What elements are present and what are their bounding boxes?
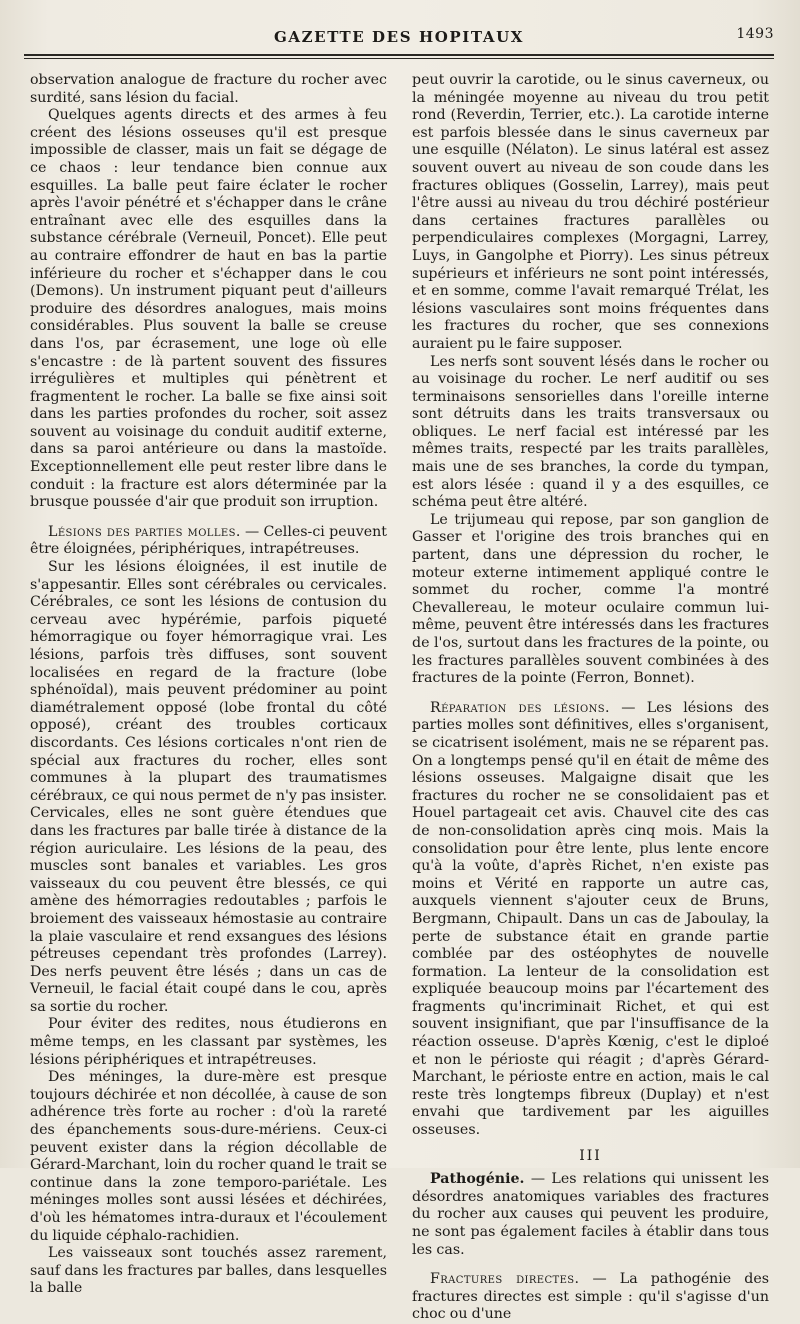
section-paragraph (412, 1271, 769, 1324)
paragraph: Sur les lésions éloignées, il est inutile de s'appesantir. Elles sont cérébrales ou cervicales. Cérébrales, ce sont les lésions de contusion du cerveau avec hypérémie, parfois piqueté hémorragique ou foyer hémorragique vrai. Les lésions, parfois très diffuses, sont souvent localisées en regard de la fracture (lobe sphénoïdal), mais peuvent prédominer au point diamétralement opposé (lobe frontal du côté opposé), créant des troubles corticaux discordants. Ces lésions corticales n'ont rien de spécial aux fractures du rocher, elles sont communes à la plupart des traumatismes cérébraux, ce qui nous permet de n'y pas insister. Cervicales, elles ne sont guère étendues que dans les fractures par balle tirée à distance de la région auriculaire. Les lésions de la peau, des muscles sont banales et variables. Les gros vaisseaux du cou peuvent être blessés, ce qui amène des hémorragies redoutables ; parfois le broiement des vaisseaux hémostasie au contraire la plaie vasculaire et rend exsangues des lésions pétreuses cependant très profondes (Larrey). Des nerfs peuvent être lésés ; dans un cas de Verneuil, le facial était coupé dans le cou, après sa sortie du rocher. (30, 559, 387, 1015)
left-column (30, 72, 387, 1298)
header-rule-thin (24, 58, 774, 59)
header-rule-thick (24, 54, 774, 56)
paragraph: Quelques agents directs et des armes à feu créent des lésions osseuses qu'il est presque impossible de classer, mais un fait se dégage de ce chaos : leur tendance bien connue aux esquilles. La balle peut faire éclater le rocher après l'avoir pénétré et s'échapper dans le crâne entraînant avec elle des esquilles dans la substance cérébrale (Verneuil, Poncet). Elle peut au contraire effondrer de haut en bas la partie inférieure du rocher et s'échapper dans le cou (Demons). Un instrument piquant peut d'ailleurs produire des désordres analogues, mais moins considérables. Plus souvent la balle se creuse dans l'os, par écrasement, une loge où elle s'encastre : de là partent souvent des fissures irrégulières et multiples qui pénètrent et fragmentent le rocher. La balle se fixe ainsi soit dans les parties profondes du rocher, soit assez souvent au voisinage du conduit auditif externe, dans sa paroi antérieure ou dans la mastoïde. Exceptionnellement elle peut rester libre dans le conduit : la fracture est alors déterminée par la brusque poussée d'air que produit son irruption. (30, 107, 387, 511)
section-heading: Lésions des parties molles. (48, 523, 241, 540)
section-text: — Les relations qui unissent les désordres anatomiques variables des fractures du rocher aux causes qui peuvent les produire, ne sont pas également faciles à établir dans tous les cas. (412, 1171, 769, 1258)
section-heading: Pathogénie. (430, 1171, 525, 1188)
section-paragraph (412, 1171, 769, 1259)
paragraph: Les vaisseaux sont touchés assez rarement, sauf dans les fractures par balles, dans lesquelles la balle (30, 1245, 387, 1297)
paragraph: Les nerfs sont souvent lésés dans le rocher ou au voisinage du rocher. Le nerf auditif ou ses terminaisons sensorielles dans l'oreille interne sont détruits dans les traits transversaux ou obliques. Le nerf facial est intéressé par les mêmes traits, respecté par les traits parallèles, mais une de ses branches, la corde du tympan, est alors lésée : quand il y a des esquilles, ce schéma peut être altéré. (412, 353, 769, 511)
section-text: — Celles-ci peuvent être éloignées, périphériques, intrapétreuses. (30, 523, 387, 558)
paragraph: Pour éviter des redites, nous étudierons en même temps, en les classant par systèmes, les lésions périphériques et intrapétreuses. (30, 1016, 387, 1068)
section-heading: Réparation des lésions. (430, 699, 610, 716)
page-header (24, 28, 774, 50)
section-text: — La pathogénie des fractures directes est simple : qu'il s'agisse d'un choc ou d'une (412, 1271, 769, 1323)
paragraph: Le trijumeau qui repose, par son ganglion de Gasser et l'origine des trois branches qui en partent, dans une dépression du rocher, le moteur externe intimement appliqué contre le sommet du rocher, comme l'a montré Chevallereau, le moteur oculaire commun lui-même, peuvent être intéressés dans les fractures de l'os, surtout dans les fractures de la pointe, ou les fractures parallèles souvent combinées à des fractures de la pointe (Ferron, Bonnet). (412, 511, 769, 687)
section-heading: Fractures directes. (430, 1271, 580, 1288)
section-numeral: III (579, 1147, 602, 1164)
paragraph: peut ouvrir la carotide, ou le sinus caverneux, ou la méningée moyenne au niveau du trou petit rond (Reverdin, Terrier, etc.). La carotide interne est parfois blessée dans le sinus caverneux par une esquille (Nélaton). Le sinus latéral est assez souvent ouvert au niveau de son coude dans les fractures obliques (Gosselin, Larrey), mais peut l'être aussi au niveau du trou déchiré postérieur dans certaines fractures parallèles ou perpendiculaires complexes (Morgagni, Larrey, Luys, in Gangolphe et Piorry). Les sinus pétreux supérieurs et inférieurs ne sont point intéressés, et en somme, comme l'avait remarqué Trélat, les lésions vasculaires sont moins fréquentes dans les fractures du rocher, que ses connexions auraient pu le faire supposer. (412, 72, 769, 352)
paragraph: observation analogue de fracture du rocher avec surdité, sans lésion du facial. (30, 72, 387, 106)
page-number: 1493 (736, 26, 774, 42)
section-paragraph (30, 524, 387, 559)
running-title: GAZETTE DES HOPITAUX (273, 28, 524, 46)
right-column (412, 72, 769, 1324)
section-text: — Les lésions des parties molles sont définitives, elles s'organisent, se cicatrisent isolément, mais ne se réparent pas. On a longtemps pensé qu'il en était de même des lésions osseuses. Malgaigne disait que les fractures du rocher ne se consolidaient pas et Houel partageait cet avis. Chauvel cite des cas de non-consolidation après cinq mois. Mais la consolidation pour être lente, plus lente encore qu'à la voûte, d'après Richet, n'en existe pas moins et Vérité en rapporte un autre cas, auxquels viennent s'ajouter ceux de Bruns, Bergmann, Chipault. Dans un cas de Jaboulay, la perte de substance était en grande partie comblée par des ostéophytes de nouvelle formation. La lenteur de la consolidation est expliquée beaucoup moins par l'écartement des fragments qu'incriminait Richet, et qui est souvent insignifiant, que par l'insuffisance de la réaction osseuse. D'après Kœnig, c'est le diploé et non le périoste qui réagit ; d'après Gérard-Marchant, le périoste entre en action, mais le cal reste très longtemps fibreux (Duplay) et n'est envahi que tardivement par les aiguilles osseuses. (412, 699, 769, 1139)
section-paragraph (412, 700, 769, 1140)
paragraph: Des méninges, la dure-mère est presque toujours déchirée et non décollée, à cause de son adhérence très forte au rocher : d'où la rareté des épanchements sous-dure-mériens. Ceux-ci peuvent exister dans la région décollable de Gérard-Marchant, loin du rocher quand le trait se continue dans la zone temporo-pariétale. Les méninges molles sont aussi lésées et déchirées, d'où les hématomes intra-duraux et l'écoulement du liquide céphalo-rachidien. (30, 1069, 388, 1244)
